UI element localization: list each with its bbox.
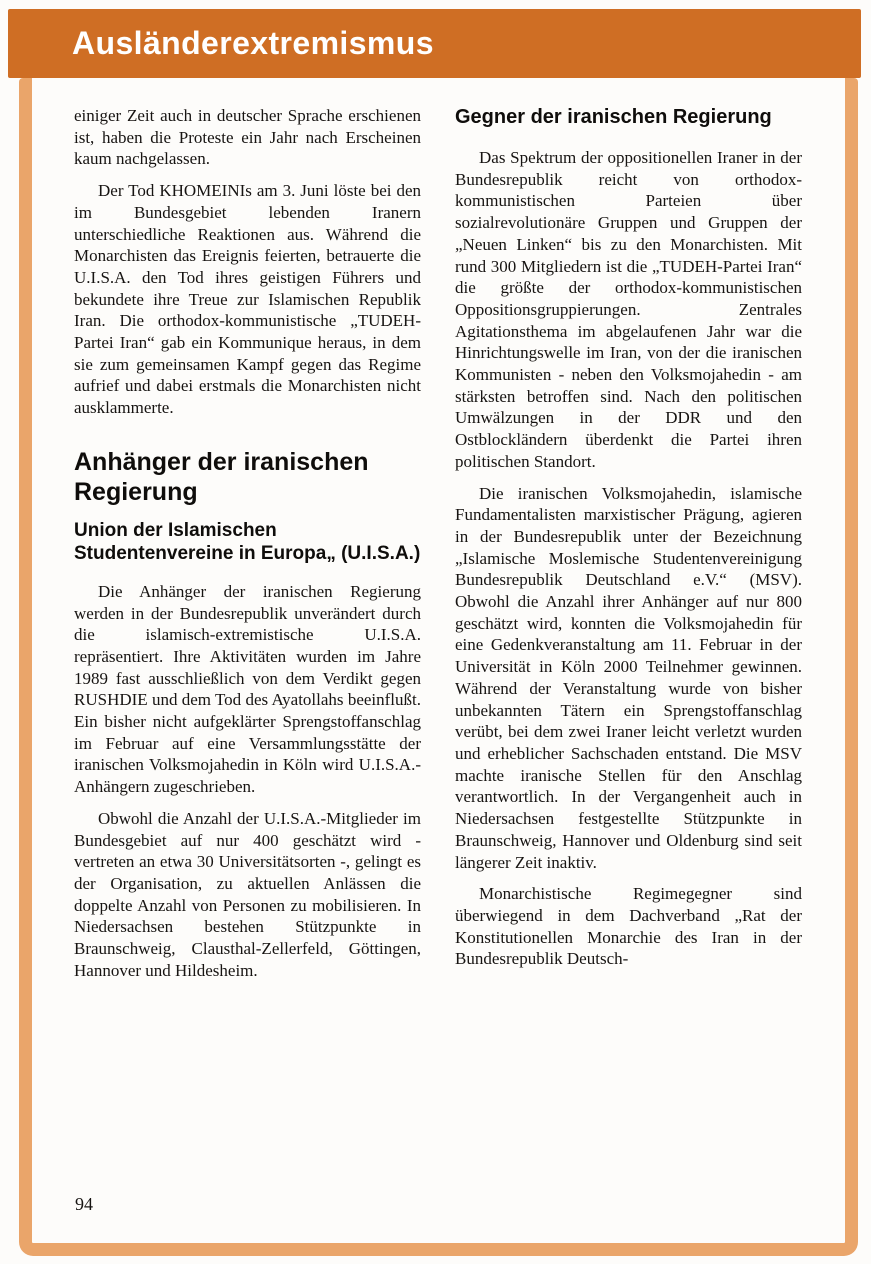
paragraph-volksmojahedin: Die iranischen Volksmojahedin, islamische Fundamentalisten marxistischer Prägung, agieren in der Bundesrepublik unter der Bezeichnung „Islamische Moslemische Studentenvereinigung Bundesrepublik Deutschland e.V.“ (MSV). Obwohl die Anzahl ihrer Anhänger auf nur 800 geschätzt wird, konnten die Volksmojahedin für eine Gedenkveranstaltung am 11. Februar in der Universität in Köln 2000 Teilnehmer gewinnen. Während der Veranstaltung wurde von bisher unbekannten Tätern ein Sprengstoffanschlag verübt, bei dem zwei Iraner leicht verletzt wurden und erheblicher Sachschaden entstand. Die MSV machte iranische Stellen für den Anschlag verantwortlich. In der Vergangenheit auch in Niedersachsen festgestellte Stützpunkte in Braunschweig, Hannover und Oldenburg sind seit längerer Zeit inaktiv. bbox=[455, 483, 802, 872]
chapter-title: Ausländerextremismus bbox=[72, 25, 434, 61]
paragraph-uisa: Die Anhänger der iranischen Regierung werden in der Bundesrepublik unverändert durch die islamisch-extremistische U.I.S.A. repräsentiert. Ihre Aktivitäten wurden im Jahre 1989 fast ausschließlich von dem Verdikt gegen RUSHDIE und dem Tod des Ayatollahs beeinflußt. Ein bisher nicht aufgeklärter Sprengstoffanschlag im Februar auf eine Versammlungsstätte der iranischen Volksmojahedin in Köln wird U.I.S.A.-Anhängern zugeschrieben. bbox=[74, 581, 421, 797]
subsection-heading-uisa: Union der Islamischen Studentenvereine in Europa„ (U.I.S.A.) bbox=[74, 519, 421, 564]
page-frame bbox=[19, 78, 858, 1256]
right-column bbox=[455, 105, 802, 992]
section-heading-anhaenger: Anhänger der iranischen Regierung bbox=[74, 447, 369, 506]
two-column-layout bbox=[32, 78, 845, 992]
paragraph-uisa-members: Obwohl die Anzahl der U.I.S.A.-Mitglieder im Bundesgebiet auf nur 400 geschätzt wird - vertreten an etwa 30 Universitätsorten -, gelingt es der Organisation, zu aktuellen Anlässen die doppelte Anzahl von Personen zu mobilisieren. In Niedersachsen bestehen Stützpunkte in Braunschweig, Clausthal-Zellerfeld, Göttingen, Hannover und Hildesheim. bbox=[74, 808, 421, 980]
left-column bbox=[74, 105, 421, 992]
chapter-banner bbox=[8, 9, 861, 78]
paragraph-spektrum: Das Spektrum der oppositionellen Iraner in der Bundesrepublik reicht von orthodox-kommunistischen Parteien über sozialrevolutionäre Gruppen und Gruppen der „Neuen Linken“ bis zu den Monarchisten. Mit rund 300 Mitgliedern ist die „TUDEH-Partei Iran“ die größte der orthodox-kommunistischen Oppositionsgruppierungen. Zentrales Agitationsthema im abgelaufenen Jahr war die Hinrichtungswelle im Iran, von der die iranischen Kommunisten - neben den Volksmojahedin - am stärksten betroffen sind. Nach den politischen Umwälzungen in der DDR und den Ostblockländern überdenkt die Partei ihren politischen Standort. bbox=[455, 148, 802, 471]
paragraph-monarchisten: Monarchistische Regimegegner sind überwiegend in dem Dachverband „Rat der Konstitutionellen Monarchie des Iran in der Bundesrepublik Deutsch- bbox=[455, 884, 802, 969]
paragraph-khomeini: Der Tod KHOMEINIs am 3. Juni löste bei den im Bundesgebiet lebenden Iranern unterschiedliche Reaktionen aus. Während die Monarchisten das Ereignis feierten, betrauerte die U.I.S.A. den Tod ihres geistigen Führers und bekundete ihre Treue zur Islamischen Republik Iran. Die orthodox-kommunistische „TUDEH-Partei Iran“ gab ein Kommunique heraus, in dem sie zum gemeinsamen Kampf gegen das Regime aufrief und dabei erstmals die Monarchisten nicht ausklammerte. bbox=[74, 181, 421, 418]
paragraph-continuation: einiger Zeit auch in deutscher Sprache erschienen ist, haben die Proteste ein Jahr nach Erscheinen kaum nachgelassen. bbox=[74, 106, 421, 169]
page-number: 94 bbox=[75, 1194, 93, 1214]
section-heading-gegner: Gegner der iranischen Regierung bbox=[455, 106, 772, 128]
